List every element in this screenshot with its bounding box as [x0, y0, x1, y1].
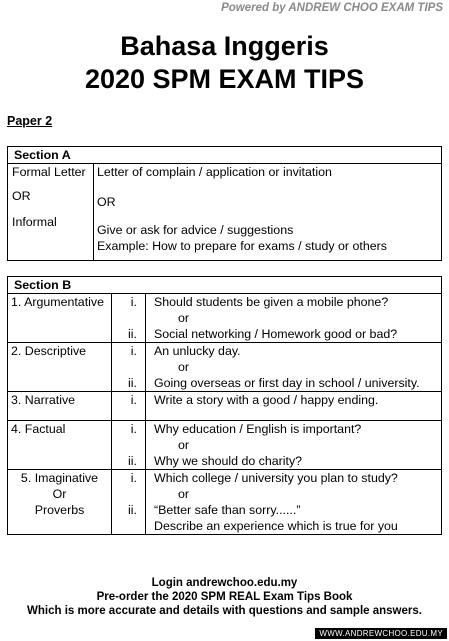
footer-login-line: Login andrewchoo.edu.my [151, 577, 298, 589]
section-a-or-right: OR [97, 195, 116, 209]
item-texts [146, 470, 442, 535]
item-number [115, 310, 137, 326]
or-separator: or [178, 360, 190, 374]
footer-description-line: Which is more accurate and details with questions and sample answers. [27, 605, 422, 617]
category-imaginative-proverbs [8, 470, 112, 535]
item-number: i. [130, 471, 137, 485]
category-label: 4. Factual [11, 422, 66, 436]
section-b-heading: Section B [8, 277, 442, 294]
item-text: Going overseas or first day in school / university. [154, 376, 420, 390]
table-row [8, 343, 442, 392]
footer-preorder-line: Pre-order the 2020 SPM REAL Exam Tips Book [96, 591, 353, 603]
item-number: ii. [128, 376, 137, 390]
table-row [8, 294, 442, 343]
item-texts [146, 294, 442, 343]
item-number [115, 518, 137, 534]
category-label: 5. Imaginative [20, 471, 99, 485]
document-title-line1: Bahasa Inggeris [120, 31, 329, 61]
item-number: i. [130, 393, 137, 407]
item-number [115, 359, 137, 375]
item-number [115, 437, 137, 453]
item-text: Write a story with a good / happy ending. [154, 393, 379, 407]
section-a-option-formal: Formal Letter [12, 165, 86, 179]
section-a-formal-desc: Letter of complain / application or invitation [97, 165, 332, 179]
category-label: 3. Narrative [11, 393, 76, 407]
section-a-option-informal: Informal [12, 215, 57, 229]
powered-by-banner: Powered by ANDREW CHOO EXAM TIPS [221, 2, 443, 14]
section-a-left-cell [8, 164, 94, 261]
item-numbers [112, 343, 146, 392]
or-separator: or [178, 487, 190, 501]
item-numbers [112, 421, 146, 470]
table-row [8, 470, 442, 535]
category-label: 1. Argumentative [11, 295, 104, 309]
category-label: Proverbs [34, 503, 85, 517]
category-descriptive [8, 343, 112, 392]
item-texts [146, 421, 442, 470]
item-text: Should students be given a mobile phone? [154, 295, 389, 309]
item-number: ii. [128, 454, 137, 468]
category-label: 2. Descriptive [11, 344, 87, 358]
item-text: Social networking / Homework good or bad? [154, 327, 398, 341]
document-title-line2: 2020 SPM EXAM TIPS [84, 64, 365, 94]
or-separator: or [178, 311, 190, 325]
item-text: Why we should do charity? [154, 454, 303, 468]
item-number: i. [130, 344, 137, 358]
or-separator: or [178, 438, 190, 452]
item-numbers [112, 294, 146, 343]
item-text: An unlucky day. [154, 344, 241, 358]
item-numbers [112, 470, 146, 535]
section-a-example: Example: How to prepare for exams / study or others [97, 239, 387, 253]
paper-label: Paper 2 [7, 114, 53, 128]
table-row [8, 421, 442, 470]
item-texts [146, 392, 442, 421]
item-number: i. [130, 295, 137, 309]
category-argumentative [8, 294, 112, 343]
category-narrative [8, 392, 112, 421]
section-a-informal-desc: Give or ask for advice / suggestions [97, 223, 294, 237]
category-factual [8, 421, 112, 470]
item-numbers [112, 392, 146, 421]
item-text: Which college / university you plan to study? [154, 471, 398, 485]
item-text: Describe an experience which is true for you [154, 519, 398, 533]
section-a-or: OR [12, 189, 31, 203]
section-b-table [7, 276, 442, 535]
table-row [8, 392, 442, 421]
item-number: ii. [128, 327, 137, 341]
item-number: i. [130, 422, 137, 436]
item-text: “Better safe than sorry......” [154, 503, 301, 517]
item-number [115, 486, 137, 502]
category-or: Or [52, 487, 67, 501]
section-a-right-cell [94, 164, 442, 261]
section-a-table [7, 146, 442, 261]
section-a-heading: Section A [8, 147, 442, 164]
website-watermark: WWW.ANDREWCHOO.EDU.MY [315, 628, 447, 639]
item-number: ii. [128, 503, 137, 517]
item-texts [146, 343, 442, 392]
item-text: Why education / English is important? [154, 422, 362, 436]
